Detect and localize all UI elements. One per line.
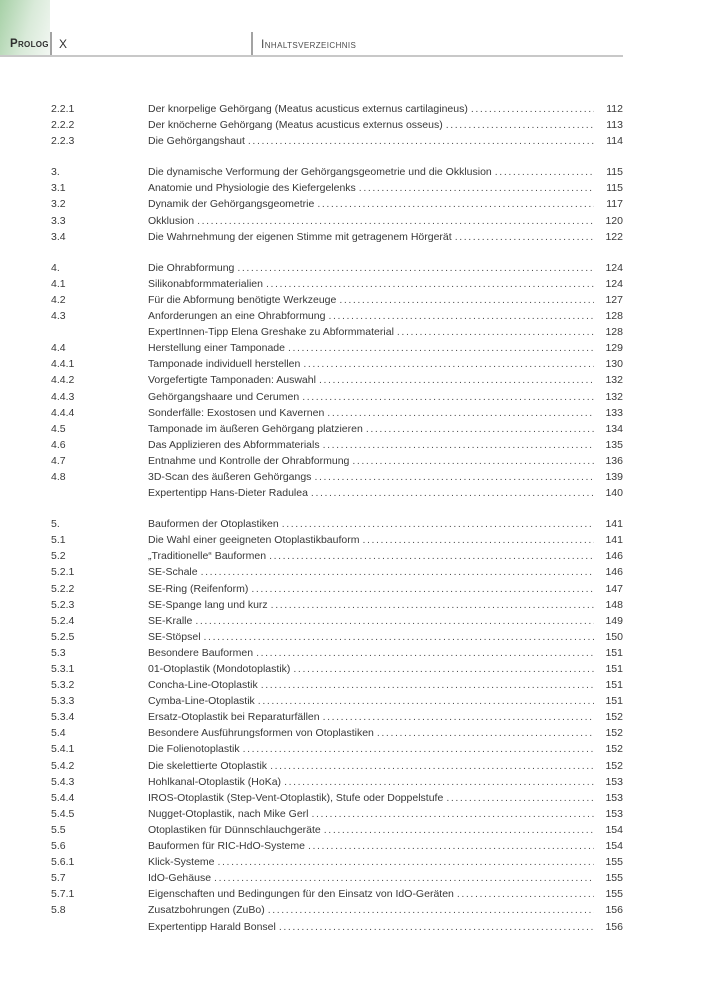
toc-row [51,854,623,870]
toc-entry-title: Die skelettierte Otoplastik [148,759,268,772]
toc-entry-title: ExpertInnen-Tipp Elena Greshake zu Abformmaterial [148,326,394,339]
toc-entry-page: 129 [605,342,623,355]
toc-dot-leader [323,437,594,453]
toc-group [51,516,623,934]
toc-group [51,260,623,501]
toc-entry-title: Die Wahrnehmung der eigenen Stimme mit getragenem Hörgerät [148,230,452,243]
toc-entry-page: 122 [605,230,623,243]
toc-entry-number: 3.2 [51,198,66,211]
toc-dot-leader [271,597,594,613]
toc-entry-title: Eigenschaften und Bedingungen für den Einsatz von IdO-Geräten [148,888,454,901]
toc-entry-number: 4.2 [51,293,66,306]
toc-dot-leader [251,581,594,597]
toc-row [51,421,623,437]
toc-entry-number: 5.3 [51,646,66,659]
toc-row [51,372,623,388]
toc-row [51,485,623,501]
toc-dot-leader [282,516,594,532]
toc-dot-leader [204,629,594,645]
toc-entry-title: Nugget-Otoplastik, nach Mike Gerl [148,807,309,820]
toc-entry-number: 4.4 [51,342,66,355]
toc-entry-number: 3.1 [51,182,66,195]
toc-row [51,532,623,548]
toc-entry-page: 146 [605,566,623,579]
toc-entry-title: Gehörgangshaare und Cerumen [148,390,300,403]
toc-entry-page: 127 [605,293,623,306]
toc-row [51,405,623,421]
toc-entry-number: 4.4.1 [51,358,75,371]
toc-entry-page: 133 [605,406,623,419]
toc-entry-page: 149 [605,614,623,627]
toc-entry-title: Hohlkanal-Otoplastik (HoKa) [148,775,282,788]
toc-row [51,661,623,677]
toc-entry-title: Sonderfälle: Exostosen und Kavernen [148,406,325,419]
toc-row [51,822,623,838]
toc-entry-page: 151 [605,646,623,659]
toc-entry-number: 4.3 [51,310,66,323]
toc-entry-page: 156 [605,904,623,917]
toc-entry-title: Der knöcherne Gehörgang (Meatus acusticus externus osseus) [148,119,443,132]
toc-entry-page: 146 [605,550,623,563]
toc-dot-leader [261,677,594,693]
toc-row [51,196,623,212]
toc-entry-page: 120 [605,214,623,227]
toc-entry-number: 5.3.3 [51,695,75,708]
toc-row [51,629,623,645]
toc-dot-leader [362,532,594,548]
toc-entry-page: 132 [605,374,623,387]
toc-entry-title: Cymba-Line-Otoplastik [148,695,255,708]
toc-entry-number: 5.2 [51,550,66,563]
toc-entry-number: 5.2.1 [51,566,75,579]
toc-dot-leader [248,133,594,149]
toc-entry-page: 148 [605,598,623,611]
toc-row [51,356,623,372]
toc-row [51,677,623,693]
toc-row [51,292,623,308]
toc-entry-page: 130 [605,358,623,371]
toc-dot-leader [377,725,594,741]
toc-entry-title: Für die Abformung benötigte Werkzeuge [148,293,337,306]
toc-row [51,308,623,324]
toc-entry-number: 5.7.1 [51,888,75,901]
toc-dot-leader [495,164,594,180]
toc-entry-page: 151 [605,695,623,708]
toc-entry-number: 5.7 [51,872,66,885]
toc-dot-leader [446,790,594,806]
toc-entry-title: Anatomie und Physiologie des Kiefergelenks [148,182,356,195]
toc-row [51,437,623,453]
toc-dot-leader [366,421,594,437]
toc-entry-title: 3D-Scan des äußeren Gehörgangs [148,470,312,483]
toc-entry-number: 5.4.4 [51,791,75,804]
toc-row [51,101,623,117]
toc-dot-leader [258,693,594,709]
toc-entry-number: 4.8 [51,470,66,483]
toc-entry-title: SE-Schale [148,566,198,579]
toc-row [51,164,623,180]
toc-row [51,709,623,725]
toc-row [51,260,623,276]
toc-dot-leader [268,902,594,918]
toc-entry-title: Tamponade individuell herstellen [148,358,301,371]
toc-dot-leader [397,324,594,340]
page-title: Inhaltsverzeichnis [261,37,357,51]
toc-entry-page: 128 [605,310,623,323]
toc-entry-title: Otoplastiken für Dünnschlauchgeräte [148,823,321,836]
toc-entry-title: Dynamik der Gehörgangsgeometrie [148,198,315,211]
toc-dot-leader [201,564,594,580]
toc-entry-title: SE-Spange lang und kurz [148,598,268,611]
toc-entry-title: Die dynamische Verformung der Gehörgangsgeometrie und die Okklusion [148,166,492,179]
toc-row [51,340,623,356]
section-label: Prolog [10,38,49,50]
toc-entry-page: 150 [605,630,623,643]
toc-row [51,645,623,661]
toc-row [51,774,623,790]
toc-entry-title: Zusatzbohrungen (ZuBo) [148,904,265,917]
toc-entry-title: Die Ohrabformung [148,261,235,274]
toc-dot-leader [269,548,594,564]
toc-entry-title: Herstellung einer Tamponade [148,342,285,355]
toc-entry-number: 5. [51,518,60,531]
toc-entry-page: 151 [605,679,623,692]
toc-dot-leader [352,453,594,469]
toc-group [51,164,623,244]
toc-dot-leader [218,854,594,870]
toc-entry-number: 3. [51,166,60,179]
toc-entry-title: IROS-Otoplastik (Step-Vent-Otoplastik), Stufe oder Doppelstufe [148,791,444,804]
toc-entry-page: 140 [605,487,623,500]
toc-row [51,548,623,564]
toc-entry-title: Die Folienotoplastik [148,743,240,756]
toc-row [51,180,623,196]
toc-entry-page: 139 [605,470,623,483]
toc-entry-page: 113 [606,119,623,132]
toc-dot-leader [311,485,594,501]
toc-row [51,725,623,741]
toc-entry-page: 152 [605,743,623,756]
toc-entry-page: 132 [605,390,623,403]
toc-entry-page: 112 [606,103,623,115]
toc-row [51,886,623,902]
toc-row [51,469,623,485]
toc-entry-number: 5.4 [51,727,66,740]
toc-entry-page: 153 [605,775,623,788]
toc-entry-page: 153 [605,791,623,804]
toc-entry-title: Ersatz-Otoplastik bei Reparaturfällen [148,711,320,724]
toc-entry-number: 5.3.1 [51,663,75,675]
toc-entry-title: Tamponade im äußeren Gehörgang platzieren [148,422,363,435]
toc-group [51,101,623,149]
toc-entry-title: Entnahme und Kontrolle der Ohrabformung [148,454,350,467]
toc-entry-number: 4.5 [51,422,66,435]
toc-entry-title: SE-Stöpsel [148,630,201,643]
toc-entry-page: 155 [605,856,623,869]
toc-row [51,324,623,340]
toc-entry-page: 152 [605,727,623,740]
toc-entry-page: 128 [605,326,623,339]
toc-dot-leader [471,101,594,117]
toc-entry-number: 4.7 [51,454,66,467]
page-header [0,0,707,57]
toc-entry-number: 5.2.5 [51,630,75,643]
toc-entry-title: Bauformen für RIC-HdO-Systeme [148,840,305,853]
toc-entry-number: 3.3 [51,214,66,227]
toc-entry-page: 135 [605,438,623,451]
toc-dot-leader [324,822,594,838]
toc-dot-leader [288,340,594,356]
toc-entry-number: 5.2.4 [51,614,75,627]
toc-entry-number: 5.3.2 [51,679,75,692]
toc-row [51,758,623,774]
toc-entry-number: 5.4.5 [51,807,75,820]
toc-row [51,597,623,613]
toc-row [51,613,623,629]
toc-entry-number: 5.3.4 [51,711,75,724]
toc-row [51,117,623,133]
toc-entry-title: Expertentipp Hans-Dieter Radulea [148,487,308,500]
toc-entry-page: 115 [606,182,623,195]
toc-entry-number: 2.2.2 [51,119,75,132]
toc-dot-leader [214,870,594,886]
toc-row [51,838,623,854]
toc-entry-number: 5.6.1 [51,856,75,869]
header-rule [0,55,623,57]
toc-entry-page: 151 [605,663,623,675]
toc-entry-title: Die Wahl einer geeigneten Otoplastikbauform [148,534,360,547]
toc-entry-number: 5.4.2 [51,759,75,772]
toc-dot-leader [317,196,594,212]
toc-entry-number: 5.4.3 [51,775,75,788]
toc-entry-page: 156 [605,920,623,933]
toc-dot-leader [303,356,594,372]
toc-dot-leader [195,613,594,629]
toc-entry-page: 154 [605,840,623,853]
toc-dot-leader [323,709,594,725]
toc-entry-page: 117 [606,198,623,211]
toc-entry-title: Der knorpelige Gehörgang (Meatus acusticus externus cartilagineus) [148,103,468,115]
toc-entry-title: Anforderungen an eine Ohrabformung [148,310,326,323]
toc-dot-leader [359,180,594,196]
toc-dot-leader [314,469,594,485]
toc-entry-number: 5.2.3 [51,598,75,611]
toc-dot-leader [243,741,594,757]
toc-dot-leader [339,292,594,308]
toc-entry-title: Concha-Line-Otoplastik [148,679,258,692]
toc-entry-page: 147 [605,582,623,595]
toc-dot-leader [270,758,594,774]
toc-dot-leader [327,405,594,421]
toc-entry-title: „Traditionelle“ Bauformen [148,550,267,563]
toc-entry-number: 4.1 [51,277,66,290]
toc-entry-title: Bauformen der Otoplastiken [148,518,279,531]
toc-entry-number: 4.6 [51,438,66,451]
toc-entry-number: 5.8 [51,904,66,917]
toc-dot-leader [284,774,594,790]
toc-entry-number: 4.4.4 [51,406,75,419]
header-divider [251,32,253,55]
toc-entry-title: Klick-Systeme [148,856,215,869]
toc-entry-number: 4.4.3 [51,390,75,403]
toc-entry-page: 152 [605,759,623,772]
toc-entry-page: 155 [605,888,623,901]
toc-dot-leader [237,260,594,276]
toc-row [51,581,623,597]
toc-entry-page: 152 [605,711,623,724]
toc-entry-title: Expertentipp Harald Bonsel [148,920,276,933]
toc-entry-number: 5.6 [51,840,66,853]
toc-dot-leader [446,117,594,133]
header-divider [50,32,52,55]
toc-row [51,389,623,405]
toc-row [51,229,623,245]
toc-entry-title: Die Gehörgangshaut [148,135,245,148]
toc-row [51,790,623,806]
toc-entry-number: 5.4.1 [51,743,75,756]
toc-dot-leader [319,372,594,388]
toc-entry-title: Besondere Bauformen [148,646,254,659]
toc-entry-page: 136 [605,454,623,467]
toc-dot-leader [308,838,594,854]
toc-entry-number: 4.4.2 [51,374,75,387]
toc-entry-number: 2.2.3 [51,135,75,148]
toc-entry-page: 134 [605,422,623,435]
toc-entry-title: Das Applizieren des Abformmaterials [148,438,320,451]
toc-entry-page: 124 [605,261,623,274]
toc-row [51,453,623,469]
toc-row [51,564,623,580]
toc-list [51,101,623,935]
toc-entry-title: 01-Otoplastik (Mondotoplastik) [148,663,291,675]
toc-entry-number: 5.5 [51,823,66,836]
toc-entry-title: IdO-Gehäuse [148,872,212,885]
page-number-roman: X [59,37,68,51]
toc-entry-number: 5.2.2 [51,582,75,595]
toc-row [51,741,623,757]
toc-dot-leader [197,213,594,229]
toc-row [51,276,623,292]
toc-entry-page: 141 [605,534,623,547]
toc-row [51,919,623,935]
toc-dot-leader [328,308,594,324]
toc-entry-title: Silikonabformmaterialien [148,277,263,290]
toc-entry-page: 124 [605,277,623,290]
toc-dot-leader [455,229,594,245]
toc-entry-page: 155 [605,872,623,885]
toc-row [51,870,623,886]
toc-row [51,213,623,229]
toc-row [51,693,623,709]
toc-row [51,806,623,822]
toc-entry-number: 5.1 [51,534,66,547]
toc-entry-number: 2.2.1 [51,103,75,115]
toc-dot-leader [266,276,594,292]
toc-entry-number: 4. [51,261,60,274]
toc-entry-title: SE-Ring (Reifenform) [148,582,249,595]
toc-entry-page: 115 [606,166,623,179]
toc-entry-title: Okklusion [148,214,195,227]
toc-dot-leader [311,806,594,822]
toc-dot-leader [293,661,594,677]
toc-entry-page: 141 [605,518,623,531]
toc-row [51,133,623,149]
toc-dot-leader [457,886,594,902]
toc-dot-leader [302,389,594,405]
toc-dot-leader [256,645,594,661]
toc-entry-title: SE-Kralle [148,614,193,627]
toc-dot-leader [279,919,594,935]
toc-entry-title: Vorgefertigte Tamponaden: Auswahl [148,374,316,387]
toc-entry-page: 154 [605,823,623,836]
toc-row [51,902,623,918]
toc-entry-title: Besondere Ausführungsformen von Otoplastiken [148,727,374,740]
toc-entry-page: 114 [606,135,623,148]
toc-entry-page: 153 [605,807,623,820]
toc-entry-number: 3.4 [51,230,66,243]
toc-row [51,516,623,532]
